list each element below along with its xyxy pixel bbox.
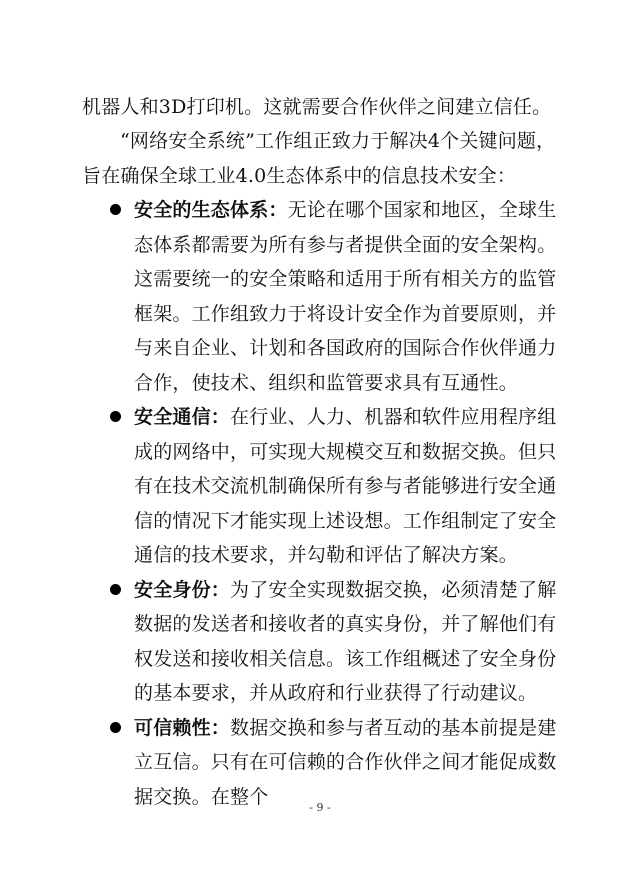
list-item-term: 可信赖性： <box>134 716 231 739</box>
list-item-term: 安全的生态体系： <box>134 199 288 221</box>
list-item-term: 安全通信： <box>134 406 231 428</box>
page-number: - 9 - <box>309 801 331 814</box>
bullet-dot-icon <box>110 722 121 733</box>
bullet-dot-icon <box>110 584 121 595</box>
key-issues-list <box>0 193 640 814</box>
list-item-secure-communication <box>0 400 640 573</box>
list-item-text: 在行业、人力、机器和软件应用程序组成的网络中，可实现大规模交互和数据交换。但只有在技术交流机制确保所有参与者能够进行安全通信的情况下才能实现上述设想。工作组制定了安全通信的技术要求，并勾勒和评估了解决方案。 <box>134 406 557 566</box>
list-item-text: 数据交换和参与者互动的基本前提是建立互信。只有在可信赖的合作伙伴之间才能促成数据交换。在整个 <box>134 716 557 808</box>
list-item-text: 为了安全实现数据交换，必须清楚了解数据的发送者和接收者的真实身份，并了解他们有权发送和接收相关信息。该工作组概述了安全身份的基本要求，并从政府和行业获得了行动建议。 <box>134 578 557 704</box>
list-item-secure-identity <box>0 573 640 711</box>
paragraph-continuation: 机器人和3D打印机。这就需要合作伙伴之间建立信任。 <box>82 96 552 118</box>
list-item-text: 无论在哪个国家和地区，全球生态体系都需要为所有参与者提供全面的安全架构。这需要统一的安全策略和适用于所有相关方的监管框架。工作组致力于将设计安全作为首要原则，并与来自企业、计划和各国政府的国际合作伙伴通力合作，使技术、组织和监管要求具有互通性。 <box>134 199 557 394</box>
list-item-term: 安全身份： <box>134 578 231 601</box>
bullet-dot-icon <box>110 204 121 215</box>
list-item-trustworthiness <box>0 711 640 815</box>
paragraph-intro: “网络安全系统”工作组正致力于解决4个关键问题，旨在确保全球工业4.0生态体系中的信息技术安全： <box>82 130 556 187</box>
list-item-secure-ecosystem <box>0 193 640 400</box>
bullet-dot-icon <box>110 411 121 422</box>
